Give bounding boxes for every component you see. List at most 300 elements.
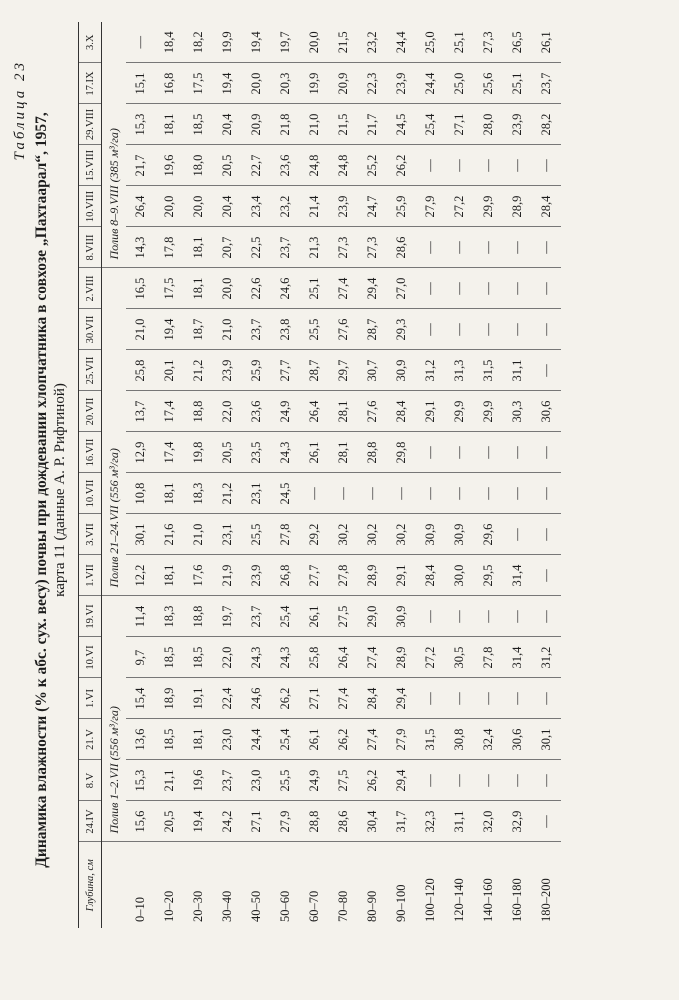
value-cell: — xyxy=(474,227,503,268)
value-cell: 31,7 xyxy=(387,801,416,842)
value-cell: 24,3 xyxy=(271,432,300,473)
value-cell: 18,2 xyxy=(184,22,213,63)
value-cell: — xyxy=(503,760,532,801)
value-cell: 28,0 xyxy=(474,104,503,145)
value-cell: 18,3 xyxy=(155,596,184,637)
value-cell: 26,4 xyxy=(329,637,358,678)
value-cell: 28,9 xyxy=(387,637,416,678)
value-cell: 27,9 xyxy=(271,801,300,842)
value-cell: 16,5 xyxy=(126,268,155,309)
table-row xyxy=(445,22,474,928)
value-cell: 18,3 xyxy=(184,473,213,514)
value-cell: 18,9 xyxy=(155,678,184,719)
value-cell: — xyxy=(503,678,532,719)
value-cell: — xyxy=(474,432,503,473)
value-cell: 31,4 xyxy=(503,637,532,678)
value-cell: 23,8 xyxy=(271,309,300,350)
value-cell: — xyxy=(474,473,503,514)
value-cell: 20,5 xyxy=(213,145,242,186)
value-cell: 21,7 xyxy=(358,104,387,145)
value-cell: 22,3 xyxy=(358,63,387,104)
value-cell: 30,9 xyxy=(445,514,474,555)
value-cell: 23,0 xyxy=(242,760,271,801)
value-cell: 20,0 xyxy=(300,22,329,63)
value-cell: — xyxy=(358,473,387,514)
column-header: 3.X xyxy=(79,22,102,63)
table-row xyxy=(358,22,387,928)
value-cell: 13,7 xyxy=(126,391,155,432)
value-cell: 19,4 xyxy=(213,63,242,104)
value-cell: 22,0 xyxy=(213,637,242,678)
value-cell: 26,2 xyxy=(271,678,300,719)
depth-cell: 180–200 xyxy=(539,878,553,922)
value-cell: 15,4 xyxy=(126,678,155,719)
value-cell: 29,3 xyxy=(387,309,416,350)
value-cell: 20,9 xyxy=(242,104,271,145)
value-cell: 27,3 xyxy=(474,22,503,63)
value-cell: 24,5 xyxy=(387,104,416,145)
value-cell: — xyxy=(503,514,532,555)
value-cell: 29,9 xyxy=(474,186,503,227)
table-row xyxy=(271,22,300,928)
value-cell: 28,6 xyxy=(387,227,416,268)
irrigation-label: Полив 21–24.VII (556 м³/га) xyxy=(102,350,127,596)
value-cell: — xyxy=(416,145,445,186)
table-body xyxy=(102,22,562,928)
value-cell: 31,4 xyxy=(503,555,532,596)
value-cell: 27,8 xyxy=(329,555,358,596)
value-cell: 26,2 xyxy=(387,145,416,186)
value-cell: 25,0 xyxy=(445,63,474,104)
value-cell: 21,0 xyxy=(213,309,242,350)
value-cell: 18,8 xyxy=(184,391,213,432)
value-cell: 25,5 xyxy=(242,514,271,555)
value-cell: — xyxy=(445,227,474,268)
value-cell: 23,6 xyxy=(242,391,271,432)
value-cell: 28,9 xyxy=(503,186,532,227)
value-cell: — xyxy=(532,309,561,350)
value-cell: 24,9 xyxy=(300,760,329,801)
value-cell: 30,7 xyxy=(358,350,387,391)
depth-cell: 20–30 xyxy=(191,890,205,922)
value-cell: 32,0 xyxy=(474,801,503,842)
table-subtitle: карта 11 (данные А. Р. Рифтиной) xyxy=(52,383,68,597)
value-cell: 10,8 xyxy=(126,473,155,514)
value-cell: 30,4 xyxy=(358,801,387,842)
value-cell: 24,2 xyxy=(213,801,242,842)
value-cell: — xyxy=(416,596,445,637)
value-cell: 30,8 xyxy=(445,719,474,760)
depth-cell: 100–120 xyxy=(423,878,437,922)
value-cell: — xyxy=(445,309,474,350)
value-cell: 27,9 xyxy=(387,719,416,760)
value-cell: — xyxy=(445,596,474,637)
column-header: 24.IV xyxy=(79,801,102,842)
value-cell: — xyxy=(416,309,445,350)
value-cell: 25,9 xyxy=(242,350,271,391)
value-cell: 27,7 xyxy=(300,555,329,596)
column-header: 30.VII xyxy=(79,309,102,350)
depth-cell: 80–90 xyxy=(365,890,379,922)
value-cell: 18,1 xyxy=(155,104,184,145)
value-cell: 31,5 xyxy=(416,719,445,760)
value-cell: 19,9 xyxy=(300,63,329,104)
value-cell: 21,0 xyxy=(184,514,213,555)
value-cell: 26,4 xyxy=(300,391,329,432)
value-cell: — xyxy=(532,555,561,596)
value-cell: 9,7 xyxy=(126,637,155,678)
depth-cell: 0–10 xyxy=(133,897,147,922)
value-cell: 24,7 xyxy=(358,186,387,227)
value-cell: 21,0 xyxy=(126,309,155,350)
value-cell: 29,9 xyxy=(474,391,503,432)
value-cell: 23,1 xyxy=(213,514,242,555)
value-cell: 23,6 xyxy=(271,145,300,186)
value-cell: 17,5 xyxy=(184,63,213,104)
value-cell: 24,4 xyxy=(416,63,445,104)
value-cell: 25,0 xyxy=(416,22,445,63)
value-cell: — xyxy=(445,145,474,186)
depth-cell: 70–80 xyxy=(336,890,350,922)
value-cell: 24,3 xyxy=(271,637,300,678)
value-cell: 25,2 xyxy=(358,145,387,186)
value-cell: 30,3 xyxy=(503,391,532,432)
value-cell: — xyxy=(503,268,532,309)
table-row xyxy=(474,22,503,928)
value-cell: 21,2 xyxy=(213,473,242,514)
value-cell: — xyxy=(416,678,445,719)
table-row xyxy=(155,22,184,928)
value-cell: 26,2 xyxy=(358,760,387,801)
column-header: 1.VI xyxy=(79,678,102,719)
value-cell: 30,2 xyxy=(358,514,387,555)
value-cell: 20,9 xyxy=(329,63,358,104)
column-header: 19.VI xyxy=(79,596,102,637)
value-cell: 27,1 xyxy=(445,104,474,145)
table-row xyxy=(184,22,213,928)
depth-cell: 160–180 xyxy=(510,878,524,922)
value-cell: 16,8 xyxy=(155,63,184,104)
value-cell: 26,1 xyxy=(300,596,329,637)
column-header: 3.VII xyxy=(79,514,102,555)
value-cell: 28,4 xyxy=(416,555,445,596)
table-title: Динамика влажности (% к абс. сух. весу) почвы при дождевании хлопчатника в совхозе „Пахтаарал“, 1957, xyxy=(33,112,50,868)
value-cell: — xyxy=(445,678,474,719)
value-cell: 17,6 xyxy=(184,555,213,596)
value-cell: 30,2 xyxy=(387,514,416,555)
value-cell: 25,8 xyxy=(300,637,329,678)
column-header: 21.V xyxy=(79,719,102,760)
value-cell: — xyxy=(503,227,532,268)
depth-cell: 60–70 xyxy=(307,890,321,922)
value-cell: 26,2 xyxy=(329,719,358,760)
value-cell: 21,4 xyxy=(300,186,329,227)
value-cell: 25,4 xyxy=(271,596,300,637)
value-cell: 28,8 xyxy=(300,801,329,842)
value-cell: 30,6 xyxy=(503,719,532,760)
table-row xyxy=(126,22,155,928)
value-cell: 23,0 xyxy=(213,719,242,760)
value-cell: 27,1 xyxy=(242,801,271,842)
value-cell: — xyxy=(532,760,561,801)
value-cell: 25,8 xyxy=(126,350,155,391)
value-cell: 31,1 xyxy=(503,350,532,391)
value-cell: 21,1 xyxy=(155,760,184,801)
column-header: 29.VIII xyxy=(79,104,102,145)
value-cell: 30,9 xyxy=(387,350,416,391)
header-row xyxy=(79,22,102,928)
value-cell: — xyxy=(416,473,445,514)
value-cell: 24,9 xyxy=(271,391,300,432)
value-cell: 25,1 xyxy=(503,63,532,104)
value-cell: 28,4 xyxy=(532,186,561,227)
value-cell: — xyxy=(126,22,155,63)
value-cell: 26,4 xyxy=(126,186,155,227)
value-cell: 29,1 xyxy=(387,555,416,596)
column-header: 25.VII xyxy=(79,350,102,391)
value-cell: 18,7 xyxy=(184,309,213,350)
value-cell: — xyxy=(474,268,503,309)
value-cell: 23,1 xyxy=(242,473,271,514)
value-cell: 27,2 xyxy=(416,637,445,678)
value-cell: 28,6 xyxy=(329,801,358,842)
column-header: 16.VII xyxy=(79,432,102,473)
value-cell: — xyxy=(387,473,416,514)
value-cell: 19,9 xyxy=(213,22,242,63)
value-cell: 21,5 xyxy=(329,104,358,145)
value-cell: — xyxy=(416,432,445,473)
value-cell: 21,7 xyxy=(126,145,155,186)
value-cell: 26,1 xyxy=(300,719,329,760)
value-cell: 25,1 xyxy=(445,22,474,63)
depth-cell: 120–140 xyxy=(452,878,466,922)
table-row xyxy=(213,22,242,928)
value-cell: 31,1 xyxy=(445,801,474,842)
value-cell: 25,4 xyxy=(271,719,300,760)
value-cell: 30,9 xyxy=(416,514,445,555)
value-cell: 24,8 xyxy=(300,145,329,186)
column-header: 8.V xyxy=(79,760,102,801)
value-cell: 27,4 xyxy=(358,637,387,678)
value-cell: 20,0 xyxy=(184,186,213,227)
value-cell: 25,5 xyxy=(300,309,329,350)
value-cell: — xyxy=(474,309,503,350)
value-cell: 23,5 xyxy=(242,432,271,473)
value-cell: 17,5 xyxy=(155,268,184,309)
column-header: 8.VIII xyxy=(79,227,102,268)
value-cell: 29,6 xyxy=(474,514,503,555)
value-cell: — xyxy=(532,350,561,391)
table-row xyxy=(242,22,271,928)
irrigation-gap xyxy=(102,268,127,350)
value-cell: 28,4 xyxy=(387,391,416,432)
value-cell: 23,7 xyxy=(242,309,271,350)
value-cell: 20,7 xyxy=(213,227,242,268)
value-cell: 11,4 xyxy=(126,596,155,637)
value-cell: 18,1 xyxy=(184,719,213,760)
value-cell: 29,7 xyxy=(329,350,358,391)
table-row xyxy=(503,22,532,928)
value-cell: 19,7 xyxy=(213,596,242,637)
depth-cell: 10–20 xyxy=(162,890,176,922)
value-cell: 30,9 xyxy=(387,596,416,637)
value-cell: 20,0 xyxy=(242,63,271,104)
table-row xyxy=(329,22,358,928)
value-cell: 23,9 xyxy=(387,63,416,104)
value-cell: 28,8 xyxy=(358,432,387,473)
value-cell: 26,8 xyxy=(271,555,300,596)
table-row xyxy=(416,22,445,928)
value-cell: 20,4 xyxy=(213,104,242,145)
value-cell: — xyxy=(416,227,445,268)
column-header: 2.VIII xyxy=(79,268,102,309)
value-cell: 15,3 xyxy=(126,760,155,801)
value-cell: 15,3 xyxy=(126,104,155,145)
value-cell: 27,1 xyxy=(300,678,329,719)
column-header: 10.VI xyxy=(79,637,102,678)
value-cell: 30,6 xyxy=(532,391,561,432)
value-cell: — xyxy=(532,596,561,637)
value-cell: 18,5 xyxy=(155,637,184,678)
value-cell: 30,1 xyxy=(126,514,155,555)
value-cell: 28,1 xyxy=(329,391,358,432)
value-cell: 21,9 xyxy=(213,555,242,596)
value-cell: 29,8 xyxy=(387,432,416,473)
irrigation-depth-cell xyxy=(102,842,127,928)
value-cell: 27,2 xyxy=(445,186,474,227)
value-cell: 23,7 xyxy=(242,596,271,637)
value-cell: 29,4 xyxy=(387,760,416,801)
value-cell: 17,4 xyxy=(155,432,184,473)
value-cell: 22,7 xyxy=(242,145,271,186)
value-cell: 27,3 xyxy=(358,227,387,268)
value-cell: 22,5 xyxy=(242,227,271,268)
value-cell: 18,5 xyxy=(155,719,184,760)
value-cell: 32,3 xyxy=(416,801,445,842)
value-cell: — xyxy=(532,473,561,514)
value-cell: 25,6 xyxy=(474,63,503,104)
value-cell: — xyxy=(416,268,445,309)
value-cell: 22,4 xyxy=(213,678,242,719)
depth-cell: 90–100 xyxy=(394,884,408,922)
value-cell: — xyxy=(503,596,532,637)
column-header: 20.VII xyxy=(79,391,102,432)
value-cell: 30,0 xyxy=(445,555,474,596)
value-cell: 21,8 xyxy=(271,104,300,145)
value-cell: 18,5 xyxy=(184,104,213,145)
column-header: 10.VII xyxy=(79,473,102,514)
value-cell: — xyxy=(503,145,532,186)
value-cell: 19,8 xyxy=(184,432,213,473)
value-cell: — xyxy=(532,268,561,309)
value-cell: 29,5 xyxy=(474,555,503,596)
value-cell: 23,7 xyxy=(213,760,242,801)
column-header: 1.VII xyxy=(79,555,102,596)
value-cell: 24,4 xyxy=(242,719,271,760)
value-cell: 27,4 xyxy=(329,678,358,719)
value-cell: 29,2 xyxy=(300,514,329,555)
value-cell: 18,4 xyxy=(155,22,184,63)
table-row xyxy=(300,22,329,928)
value-cell: 29,9 xyxy=(445,391,474,432)
value-cell: 19,4 xyxy=(242,22,271,63)
depth-cell: 140–160 xyxy=(481,878,495,922)
value-cell: 18,8 xyxy=(184,596,213,637)
value-cell: — xyxy=(503,473,532,514)
column-header: 10.VIII xyxy=(79,186,102,227)
value-cell: 29,1 xyxy=(416,391,445,432)
value-cell: 27,4 xyxy=(358,719,387,760)
value-cell: — xyxy=(532,801,561,842)
value-cell: 23,7 xyxy=(532,63,561,104)
value-cell: 31,2 xyxy=(416,350,445,391)
value-cell: 20,0 xyxy=(155,186,184,227)
value-cell: 27,7 xyxy=(271,350,300,391)
value-cell: 28,4 xyxy=(358,678,387,719)
table-row xyxy=(532,22,561,928)
column-header: 15.VIII xyxy=(79,145,102,186)
value-cell: — xyxy=(445,432,474,473)
value-cell: 28,1 xyxy=(329,432,358,473)
value-cell: 28,7 xyxy=(300,350,329,391)
value-cell: — xyxy=(532,145,561,186)
value-cell: — xyxy=(474,678,503,719)
value-cell: 27,9 xyxy=(416,186,445,227)
value-cell: — xyxy=(445,760,474,801)
depth-cell: 50–60 xyxy=(278,890,292,922)
value-cell: 19,6 xyxy=(184,760,213,801)
value-cell: 23,9 xyxy=(242,555,271,596)
value-cell: 18,1 xyxy=(184,227,213,268)
value-cell: 20,3 xyxy=(271,63,300,104)
value-cell: 21,2 xyxy=(184,350,213,391)
depth-cell: 40–50 xyxy=(249,890,263,922)
value-cell: 27,5 xyxy=(329,596,358,637)
value-cell: 30,2 xyxy=(329,514,358,555)
value-cell: 19,4 xyxy=(155,309,184,350)
irrigation-label: Полив 8–9.VIII (385 м³/га) xyxy=(102,22,127,268)
value-cell: — xyxy=(532,678,561,719)
value-cell: 23,7 xyxy=(271,227,300,268)
value-cell: 23,4 xyxy=(242,186,271,227)
value-cell: 24,6 xyxy=(242,678,271,719)
depth-column-header: Глубина, см xyxy=(79,842,102,928)
value-cell: 19,4 xyxy=(184,801,213,842)
value-cell: 29,0 xyxy=(358,596,387,637)
value-cell: 27,8 xyxy=(474,637,503,678)
value-cell: 23,2 xyxy=(358,22,387,63)
value-cell: 27,6 xyxy=(329,309,358,350)
value-cell: — xyxy=(503,309,532,350)
value-cell: 28,7 xyxy=(358,309,387,350)
value-cell: — xyxy=(329,473,358,514)
value-cell: 26,1 xyxy=(532,22,561,63)
value-cell: 21,6 xyxy=(155,514,184,555)
value-cell: 28,2 xyxy=(532,104,561,145)
value-cell: 26,5 xyxy=(503,22,532,63)
value-cell: 20,5 xyxy=(155,801,184,842)
value-cell: 27,6 xyxy=(358,391,387,432)
value-cell: — xyxy=(445,473,474,514)
value-cell: 24,4 xyxy=(387,22,416,63)
column-header: 17.IX xyxy=(79,63,102,104)
value-cell: 12,2 xyxy=(126,555,155,596)
value-cell: 19,7 xyxy=(271,22,300,63)
value-cell: 19,1 xyxy=(184,678,213,719)
value-cell: 30,1 xyxy=(532,719,561,760)
table-row xyxy=(387,22,416,928)
value-cell: 18,1 xyxy=(155,555,184,596)
